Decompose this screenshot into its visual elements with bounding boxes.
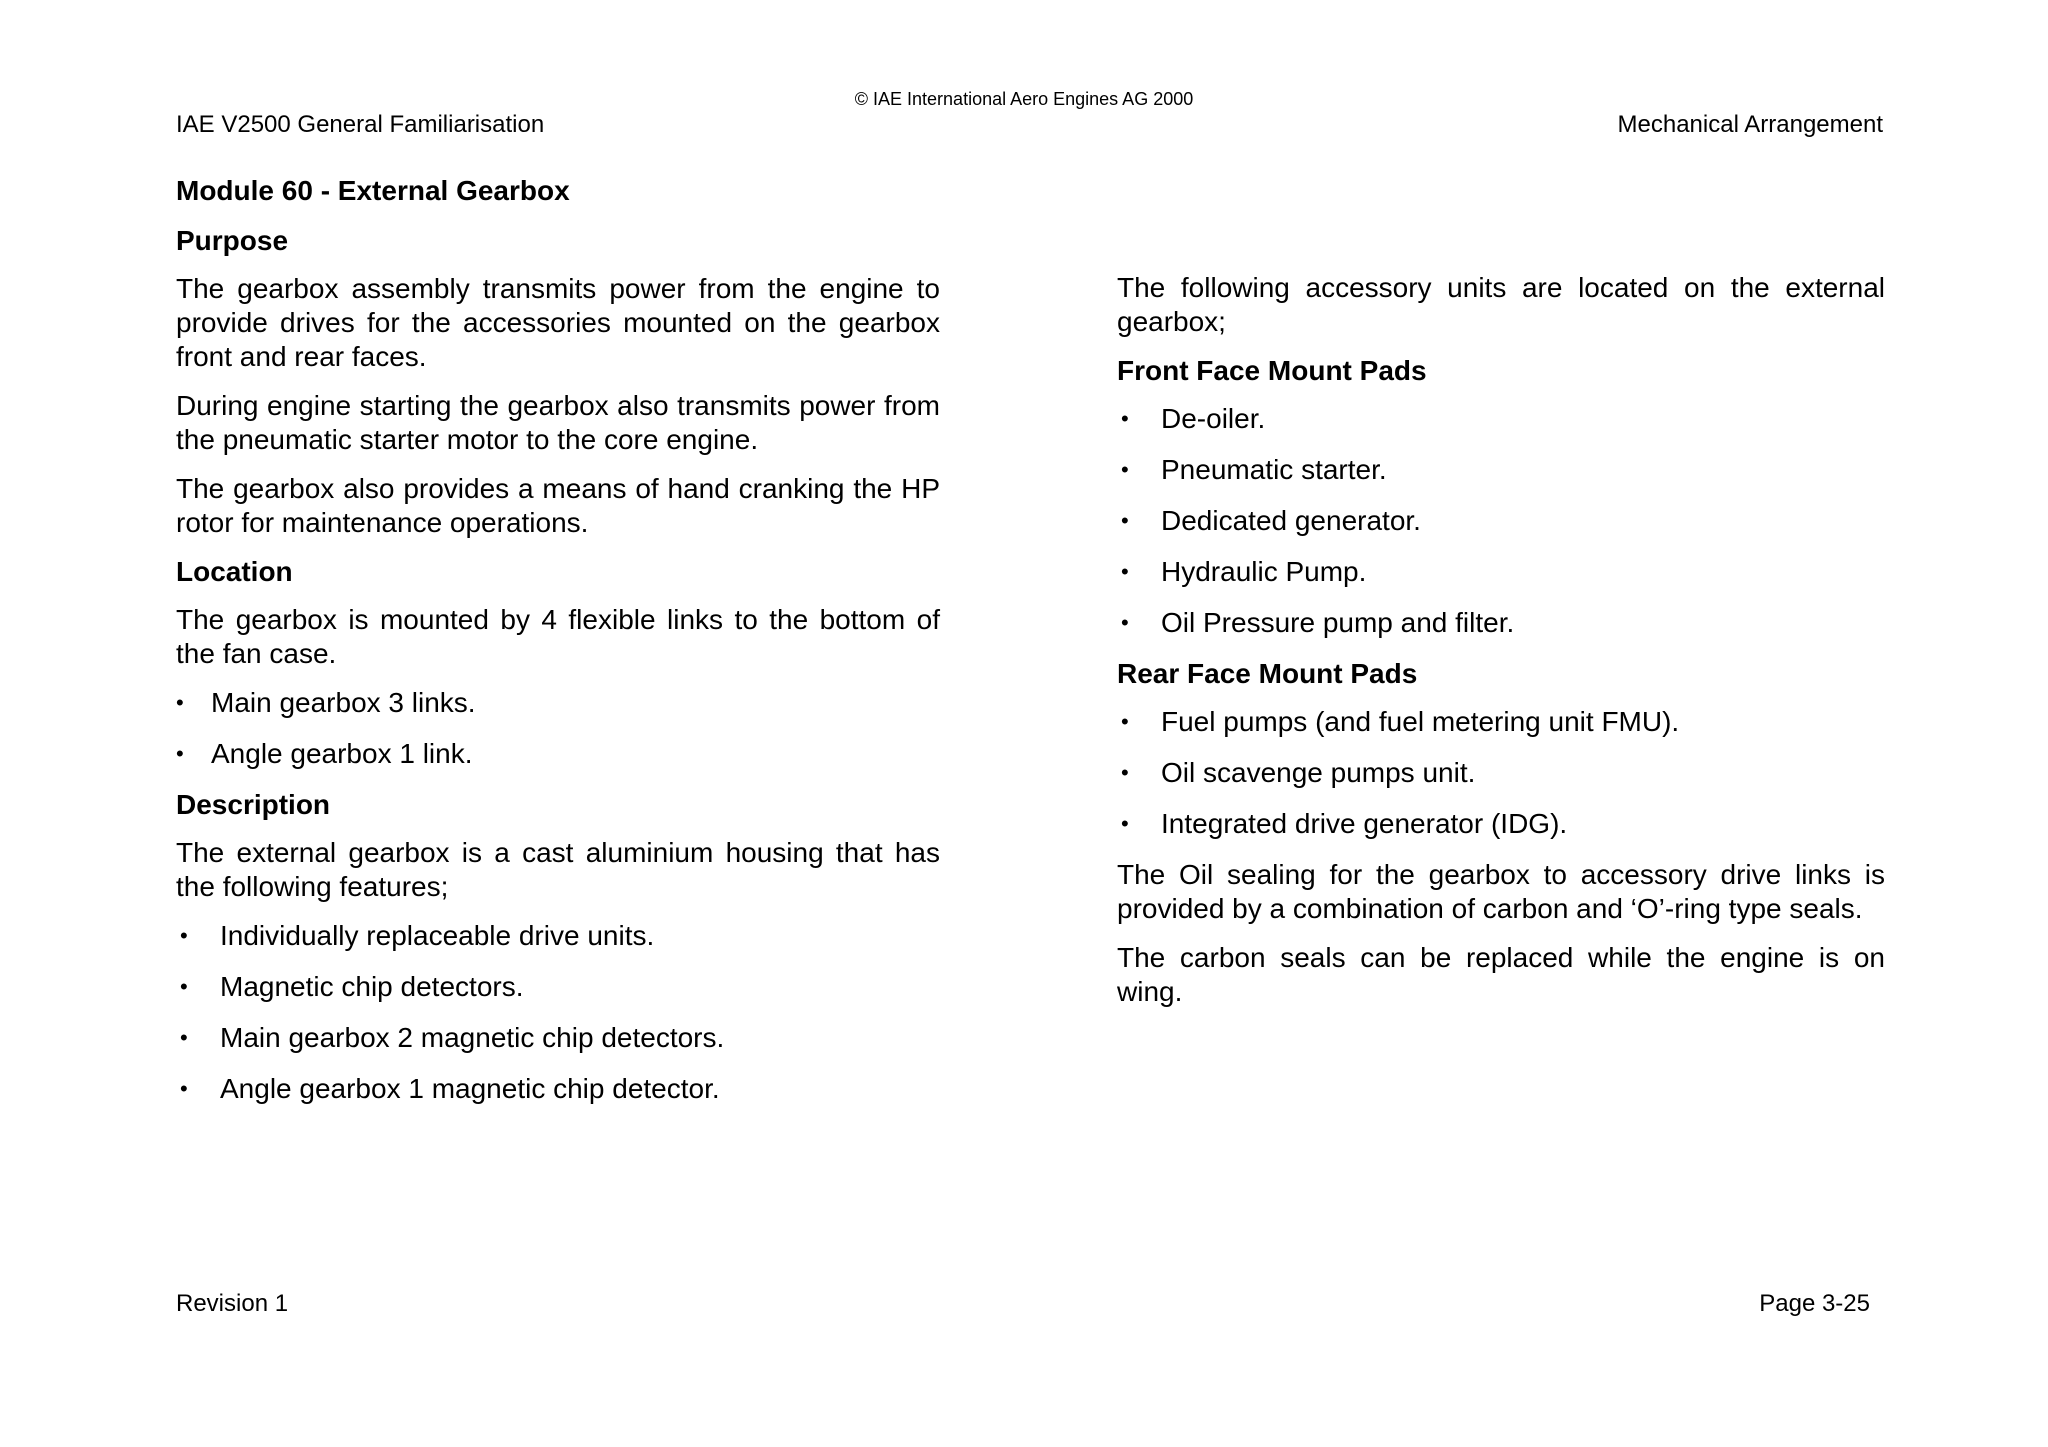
bullet-icon: • [1121, 559, 1129, 584]
list-item [1117, 402, 1885, 436]
intro-paragraph: The following accessory units are located on the external gearbox; [1117, 272, 1885, 337]
page-number: Page 3-25 [1759, 1290, 1870, 1317]
list-item-text: Fuel pumps (and fuel metering unit FMU). [1161, 706, 1680, 737]
rear-face-bullet-list [1117, 705, 1885, 841]
list-item-text: Main gearbox 2 magnetic chip detectors. [220, 1022, 725, 1053]
list-item-text: Hydraulic Pump. [1161, 556, 1367, 587]
bullet-icon: • [1121, 457, 1129, 482]
list-item-text: Oil Pressure pump and filter. [1161, 607, 1515, 638]
bullet-icon: • [1121, 406, 1129, 431]
location-paragraph: The gearbox is mounted by 4 flexible links to the bottom of the fan case. [176, 604, 940, 669]
bullet-icon: • [180, 1076, 188, 1101]
left-column [176, 174, 940, 1123]
list-item [176, 1021, 940, 1055]
purpose-paragraph: The gearbox also provides a means of hand cranking the HP rotor for maintenance operations. [176, 473, 940, 538]
bullet-icon: • [176, 741, 184, 766]
description-heading: Description [176, 789, 331, 820]
bullet-icon: • [176, 690, 184, 715]
location-bullet-list [176, 686, 940, 771]
document-title: IAE V2500 General Familiarisation [176, 111, 545, 138]
list-item-text: Magnetic chip detectors. [220, 971, 524, 1002]
list-item [176, 737, 940, 771]
description-paragraph: The external gearbox is a cast aluminium housing that has the following features; [176, 837, 940, 902]
list-item-text: Angle gearbox 1 link. [211, 738, 473, 769]
module-title: Module 60 - External Gearbox [176, 175, 570, 206]
list-item-text: Dedicated generator. [1161, 505, 1421, 536]
front-face-heading: Front Face Mount Pads [1117, 355, 1427, 386]
bullet-icon: • [1121, 709, 1129, 734]
list-item [1117, 705, 1885, 739]
list-item-text: Angle gearbox 1 magnetic chip detector. [220, 1073, 720, 1104]
bullet-icon: • [180, 974, 188, 999]
right-column [1117, 271, 1885, 1024]
bullet-icon: • [1121, 610, 1129, 635]
bullet-icon: • [180, 1025, 188, 1050]
bullet-icon: • [1121, 508, 1129, 533]
copyright-notice: © IAE International Aero Engines AG 2000 [854, 89, 1194, 109]
revision-label: Revision 1 [176, 1290, 289, 1317]
section-title: Mechanical Arrangement [1617, 111, 1883, 138]
description-bullet-list [176, 919, 940, 1106]
list-item [176, 1072, 940, 1106]
list-item [176, 919, 940, 953]
purpose-heading: Purpose [176, 225, 289, 256]
list-item [1117, 807, 1885, 841]
list-item [176, 686, 940, 720]
list-item [1117, 504, 1885, 538]
purpose-paragraph: During engine starting the gearbox also transmits power from the pneumatic starter motor to the core engine. [176, 390, 940, 455]
list-item [1117, 453, 1885, 487]
seal-paragraph: The carbon seals can be replaced while the engine is on wing. [1117, 942, 1885, 1007]
list-item-text: Individually replaceable drive units. [220, 920, 655, 951]
purpose-paragraph: The gearbox assembly transmits power from the engine to provide drives for the accessories mounted on the gearbox front and rear faces. [176, 273, 940, 372]
list-item-text: Integrated drive generator (IDG). [1161, 808, 1568, 839]
list-item-text: Main gearbox 3 links. [211, 687, 476, 718]
seal-paragraph: The Oil sealing for the gearbox to accessory drive links is provided by a combination of carbon and ‘O’-ring type seals. [1117, 859, 1885, 924]
front-face-bullet-list [1117, 402, 1885, 640]
list-item [1117, 555, 1885, 589]
list-item-text: Pneumatic starter. [1161, 454, 1387, 485]
list-item [1117, 606, 1885, 640]
list-item-text: De-oiler. [1161, 403, 1266, 434]
location-heading: Location [176, 556, 293, 587]
bullet-icon: • [1121, 760, 1129, 785]
bullet-icon: • [180, 923, 188, 948]
list-item [1117, 756, 1885, 790]
list-item [176, 970, 940, 1004]
bullet-icon: • [1121, 811, 1129, 836]
rear-face-heading: Rear Face Mount Pads [1117, 658, 1418, 689]
list-item-text: Oil scavenge pumps unit. [1161, 757, 1476, 788]
